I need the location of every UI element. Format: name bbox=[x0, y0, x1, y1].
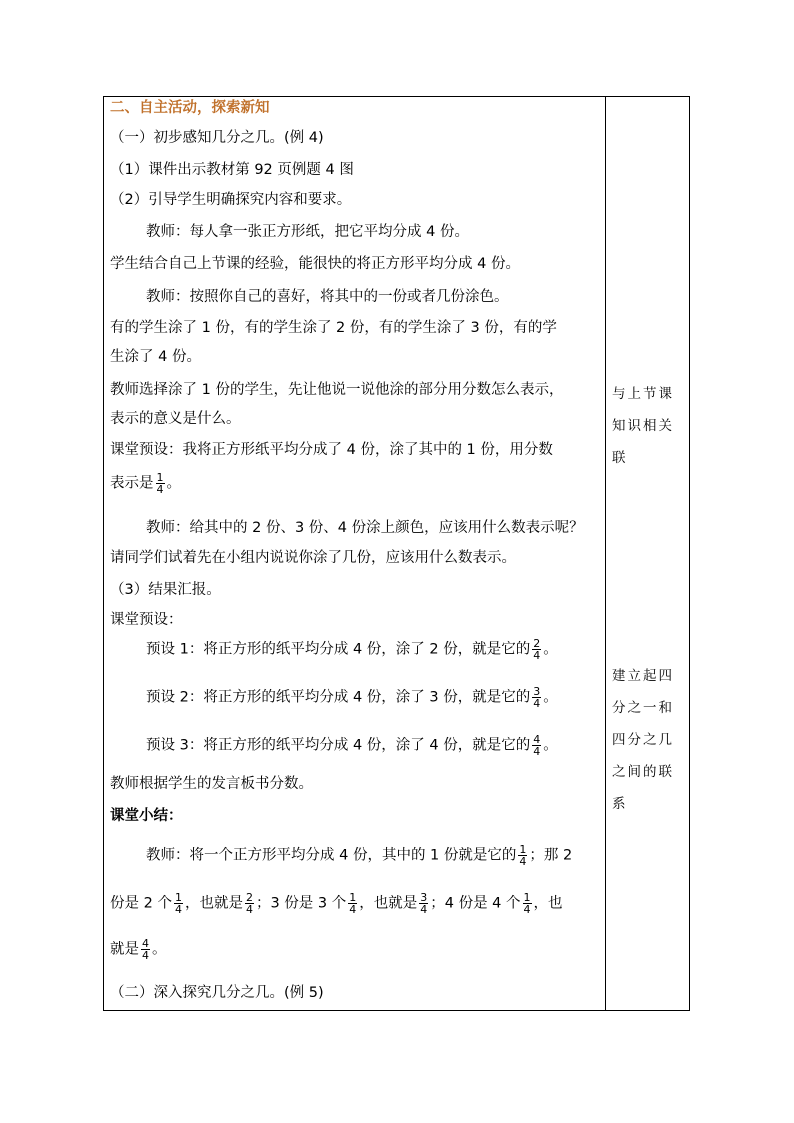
teacher-line-4: 教师：给其中的 2 份、3 份、4 份涂上颜色，应该用什么数表示呢？ bbox=[146, 520, 584, 536]
side-note-line: 建立起四 bbox=[612, 668, 674, 684]
summary-line-2: 份是 2 个 $\frac{1}{4}$ ，也就是 $\frac{2}{4}$ ；3 份是 3 个 $\frac{1}{4}$ ，也就是 $\frac{3}{4}$ ；4 份是 4 个 $\frac{1}{4}$ ，也 bbox=[110, 891, 563, 916]
teacher-line-1: 教师：每人拿一张正方形纸，把它平均分成 4 份。 bbox=[146, 224, 469, 240]
subsection-title-2: （二）深入探究几分之几。(例 5) bbox=[110, 985, 324, 1001]
teacher-line-4b: 请同学们试着先在小组内说说你涂了几份，应该用什么数表示。 bbox=[110, 550, 516, 566]
preset-line-1b: 表示是 $\frac{1}{4}$ 。 bbox=[110, 471, 181, 496]
fraction-one-quarter: $\frac{1}{4}$ bbox=[156, 471, 164, 496]
fraction-one-quarter: $\frac{1}{4}$ bbox=[523, 891, 531, 916]
side-note-1 bbox=[612, 378, 686, 474]
side-note-line: 联 bbox=[612, 450, 628, 466]
summary-line-1: 教师：将一个正方形平均分成 4 份，其中的 1 份就是它的 $\frac{1}{4}$ ；那 2 bbox=[146, 843, 573, 868]
preset-1: 预设 1：将正方形的纸平均分成 4 份，涂了 2 份，就是它的 $\frac{2}{4}$ 。 bbox=[146, 637, 558, 662]
preset-3: 预设 3：将正方形的纸平均分成 4 份，涂了 4 份，就是它的 $\frac{4}{4}$ 。 bbox=[146, 733, 558, 758]
subsection-title: （一）初步感知几分之几。(例 4) bbox=[110, 130, 324, 146]
step-2: （2）引导学生明确探究内容和要求。 bbox=[110, 192, 352, 208]
fraction-three-quarters: $\frac{3}{4}$ bbox=[420, 891, 428, 916]
fraction-one-quarter: $\frac{1}{4}$ bbox=[174, 891, 182, 916]
preset-2: 预设 2：将正方形的纸平均分成 4 份，涂了 3 份，就是它的 $\frac{3}{4}$ 。 bbox=[146, 685, 558, 710]
side-note-line: 四分之几 bbox=[612, 732, 674, 748]
side-note-line: 知识相关 bbox=[612, 418, 674, 434]
side-note-line: 分之一和 bbox=[612, 700, 674, 716]
preset-label: 课堂预设： bbox=[110, 612, 183, 628]
preset-line-1: 课堂预设：我将正方形纸平均分成了 4 份，涂了其中的 1 份，用分数 bbox=[110, 442, 553, 458]
teacher-line-3b: 表示的意义是什么。 bbox=[110, 411, 241, 427]
step-3: （3）结果汇报。 bbox=[110, 582, 221, 598]
side-note-line: 之间的联 bbox=[612, 764, 674, 780]
fraction-two-quarters: $\frac{2}{4}$ bbox=[533, 637, 541, 662]
summary-heading: 课堂小结： bbox=[110, 808, 183, 824]
teacher-line-2: 教师：按照你自己的喜好，将其中的一份或者几份涂色。 bbox=[146, 289, 509, 305]
teacher-board-note: 教师根据学生的发言板书分数。 bbox=[110, 776, 313, 792]
fraction-one-quarter: $\frac{1}{4}$ bbox=[349, 891, 357, 916]
fraction-three-quarters: $\frac{3}{4}$ bbox=[533, 685, 541, 710]
fraction-four-quarters: $\frac{4}{4}$ bbox=[142, 937, 149, 962]
fraction-one-quarter: $\frac{1}{4}$ bbox=[519, 843, 527, 868]
step-1: （1）课件出示教材第 92 页例题 4 图 bbox=[110, 162, 354, 178]
side-note-line: 与上节课 bbox=[612, 386, 674, 402]
student-line-2b: 生涂了 4 份。 bbox=[110, 349, 201, 365]
side-note-line: 系 bbox=[612, 796, 628, 812]
fraction-two-quarters: $\frac{2}{4}$ bbox=[245, 891, 253, 916]
student-line-1: 学生结合自己上节课的经验，能很快的将正方形平均分成 4 份。 bbox=[110, 256, 520, 272]
teacher-line-3: 教师选择涂了 1 份的学生，先让他说一说他涂的部分用分数怎么表示， bbox=[110, 382, 564, 398]
side-note-2 bbox=[612, 660, 686, 820]
section-heading: 二、自主活动，探索新知 bbox=[110, 100, 270, 116]
fraction-four-quarters: $\frac{4}{4}$ bbox=[533, 733, 541, 758]
student-line-2: 有的学生涂了 1 份，有的学生涂了 2 份，有的学生涂了 3 份，有的学 bbox=[110, 320, 557, 336]
summary-line-3: 就是 $\frac{4}{4}$ 。 bbox=[110, 937, 167, 962]
column-divider bbox=[605, 96, 606, 1011]
